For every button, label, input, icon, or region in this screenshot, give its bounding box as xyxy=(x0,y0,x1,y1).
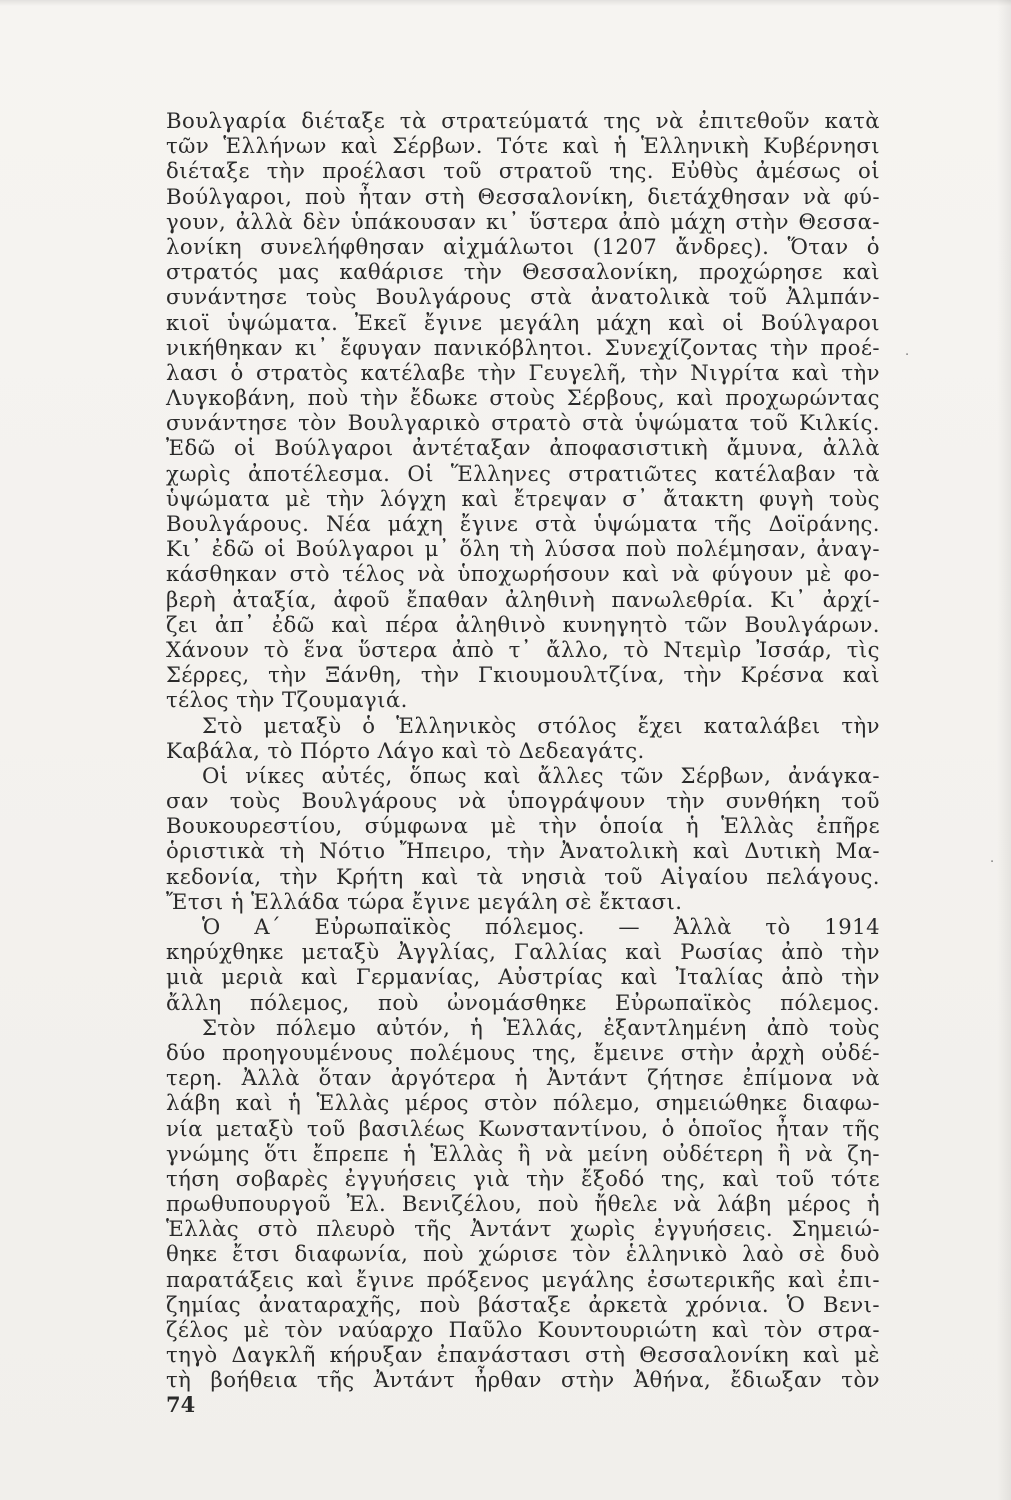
text-line: λάβη καὶ ἡ Ἑλλὰς μέρος στὸν πόλεμο, σημειώθηκε διαφω- xyxy=(166,1090,880,1116)
text-line: ἄλλη πόλεμος, ποὺ ὠνομάσθηκε Εὐρωπαϊκὸς πόλεμος. xyxy=(166,989,880,1015)
text-line: Βουκουρεστίου, σύμφωνα μὲ τὴν ὁποία ἡ Ἑλλὰς ἐπῆρε xyxy=(166,813,880,839)
text-line: τέλος τὴν Τζουμαγιά. xyxy=(166,687,408,713)
text-line: τήση σοβαρὲς ἐγγυήσεις γιὰ τὴν ἔξοδό της, καὶ τοῦ τότε xyxy=(166,1165,880,1191)
text-line: ὁριστικὰ τὴ Νότιο Ἤπειρο, τὴν Ἀνατολικὴ καὶ Δυτικὴ Μα- xyxy=(166,838,880,864)
text-line: Ἔτσι ἡ Ἑλλάδα τώρα ἔγινε μεγάλη σὲ ἔκτασι. xyxy=(166,888,683,914)
text-line: νία μεταξὺ τοῦ βασιλέως Κωνσταντίνου, ὁ ὁποῖος ἦταν τῆς xyxy=(166,1115,880,1141)
margin-mark: · xyxy=(905,348,910,363)
text-line: λασι ὁ στρατὸς κατέλαβε τὴν Γευγελῆ, τὴν Νιγρίτα καὶ τὴν xyxy=(166,359,880,385)
page-number: 74 xyxy=(166,1392,196,1417)
text-line: νικήθηκαν κι᾽ ἔφυγαν πανικόβλητοι. Συνεχίζοντας τὴν προέ- xyxy=(166,334,880,360)
text-line: τηγὸ Δαγκλῆ κήρυξαν ἐπανάστασι στὴ Θεσσαλονίκη καὶ μὲ xyxy=(166,1342,880,1368)
text-line: κάσθηκαν στὸ τέλος νὰ ὑποχωρήσουν καὶ νὰ φύγουν μὲ φο- xyxy=(166,561,880,587)
text-line: Καβάλα, τὸ Πόρτο Λάγο καὶ τὸ Δεδεαγάτς. xyxy=(166,737,645,763)
text-line: Βουλγαρία διέταξε τὰ στρατεύματά της νὰ ἐπιτεθοῦν κατὰ xyxy=(166,108,880,133)
text-line: Βούλγαροι, ποὺ ἦταν στὴ Θεσσαλονίκη, διετάχθησαν νὰ φύ- xyxy=(166,183,880,209)
text-line: Ὁ Α΄ Εὐρωπαϊκὸς πόλεμος. — Ἀλλὰ τὸ 1914 xyxy=(202,914,880,939)
text-line: θηκε ἔτσι διαφωνία, ποὺ χώρισε τὸν ἑλληνικὸ λαὸ σὲ δυὸ xyxy=(166,1241,880,1267)
text-line: τὴ βοήθεια τῆς Ἀντάντ ἦρθαν στὴν Ἀθήνα, ἔδιωξαν τὸν xyxy=(166,1367,880,1393)
text-line: ζέλος μὲ τὸν ναύαρχο Παῦλο Κουντουριώτη καὶ τὸν στρα- xyxy=(166,1317,880,1342)
text-line: συνάντησε τὸν Βουλγαρικὸ στρατὸ στὰ ὑψώματα τοῦ Κιλκίς. xyxy=(166,410,880,436)
text-line: κιοϊ ὑψώματα. Ἐκεῖ ἔγινε μεγάλη μάχη καὶ οἱ Βούλγαροι xyxy=(166,309,880,335)
text-line: Οἱ νίκες αὐτές, ὅπως καὶ ἄλλες τῶν Σέρβων, ἀνάγκα- xyxy=(202,762,880,788)
text-line: γουν, ἀλλὰ δὲν ὑπάκουσαν κι᾽ ὕστερα ἀπὸ μάχη στὴν Θεσσα- xyxy=(166,208,880,234)
text-line: Ἐδῶ οἱ Βούλγαροι ἀντέταξαν ἀποφασιστικὴ ἄμυνα, ἀλλὰ xyxy=(166,435,880,461)
text-line: Στὸ μεταξὺ ὁ Ἑλληνικὸς στόλος ἔχει καταλάβει τὴν xyxy=(202,712,880,738)
text-line: σαν τοὺς Βουλγάρους νὰ ὑπογράψουν τὴν συνθήκη τοῦ xyxy=(166,788,880,814)
text-line: τερη. Ἀλλὰ ὅταν ἀργότερα ἡ Ἀντάντ ζήτησε ἐπίμονα νὰ xyxy=(166,1065,880,1091)
text-line: ὑψώματα μὲ τὴν λόγχη καὶ ἔτρεψαν σ᾽ ἄτακτη φυγὴ τοὺς xyxy=(166,485,880,511)
text-line: Ἑλλὰς στὸ πλευρὸ τῆς Ἀντάντ χωρὶς ἐγγυήσεις. Σημειώ- xyxy=(166,1216,880,1242)
text-line: δύο προηγουμένους πολέμους της, ἔμεινε στὴν ἀρχὴ οὐδέ- xyxy=(166,1039,880,1065)
text-line: χωρὶς ἀποτέλεσμα. Οἱ Ἕλληνες στρατιῶτες κατέλαβαν τὰ xyxy=(166,460,880,486)
text-line: στρατός μας καθάρισε τὴν Θεσσαλονίκη, προχώρησε καὶ xyxy=(166,259,880,285)
text-line: μιὰ μεριὰ καὶ Γερμανίας, Αὐστρίας καὶ Ἰταλίας ἀπὸ τὴν xyxy=(166,964,880,990)
text-line: τῶν Ἑλλήνων καὶ Σέρβων. Τότε καὶ ἡ Ἑλληνικὴ Κυβέρνησι xyxy=(166,133,880,159)
text-line: διέταξε τὴν προέλασι τοῦ στρατοῦ της. Εὐθὺς ἀμέσως οἱ xyxy=(166,158,880,184)
margin-mark: · xyxy=(990,855,995,870)
text-line: Βουλγάρους. Νέα μάχη ἔγινε στὰ ὑψώματα τῆς Δοϊράνης. xyxy=(166,511,880,536)
text-line: Κι᾽ ἐδῶ οἱ Βούλγαροι μ᾽ ὅλη τὴ λύσσα ποὺ πολέμησαν, ἀναγ- xyxy=(166,536,880,562)
text-line: Λυγκοβάνη, ποὺ τὴν ἔδωκε στοὺς Σέρβους, καὶ προχωρώντας xyxy=(166,385,880,411)
text-line: πρωθυπουργοῦ Ἐλ. Βενιζέλου, ποὺ ἤθελε νὰ λάβη μέρος ἡ xyxy=(166,1191,880,1217)
text-line: ζει ἀπ᾽ ἐδῶ καὶ πέρα ἀληθινὸ κυνηγητὸ τῶν Βουλγάρων. xyxy=(166,611,880,637)
page-edge-top xyxy=(0,0,1011,6)
text-line: κεδονία, τὴν Κρήτη καὶ τὰ νησιὰ τοῦ Αἰγαίου πελάγους. xyxy=(166,863,880,889)
text-line: βερὴ ἀταξία, ἀφοῦ ἔπαθαν ἀληθινὴ πανωλεθρία. Κι᾽ ἀρχί- xyxy=(166,586,880,612)
text-line: συνάντησε τοὺς Βουλγάρους στὰ ἀνατολικὰ τοῦ Ἀλμπάν- xyxy=(166,284,880,310)
text-line: Στὸν πόλεμο αὐτόν, ἡ Ἑλλάς, ἐξαντλημένη ἀπὸ τοὺς xyxy=(202,1014,880,1040)
text-line: λονίκη συνελήφθησαν αἰχμάλωτοι (1207 ἄνδρες). Ὅταν ὁ xyxy=(166,233,880,259)
text-line: γνώμης ὅτι ἔπρεπε ἡ Ἑλλὰς ἢ νὰ μείνη οὐδέτερη ἢ νὰ ζη- xyxy=(166,1140,880,1166)
text-line: Σέρρες, τὴν Ξάνθη, τὴν Γκιουμουλτζίνα, τὴν Κρέσνα καὶ xyxy=(166,662,880,688)
text-line: Χάνουν τὸ ἕνα ὕστερα ἀπὸ τ᾽ ἄλλο, τὸ Ντεμὶρ Ἰσσάρ, τὶς xyxy=(166,636,880,662)
body-text xyxy=(166,108,880,1393)
text-line: κηρύχθηκε μεταξὺ Ἀγγλίας, Γαλλίας καὶ Ρωσίας ἀπὸ τὴν xyxy=(166,939,880,965)
text-line: ζημίας ἀναταραχῆς, ποὺ βάσταξε ἀρκετὰ χρόνια. Ὁ Βενι- xyxy=(166,1291,880,1317)
text-line: παρατάξεις καὶ ἔγινε πρόξενος μεγάλης ἐσωτερικῆς καὶ ἐπι- xyxy=(166,1266,880,1292)
page-edge-right xyxy=(997,0,1011,1500)
